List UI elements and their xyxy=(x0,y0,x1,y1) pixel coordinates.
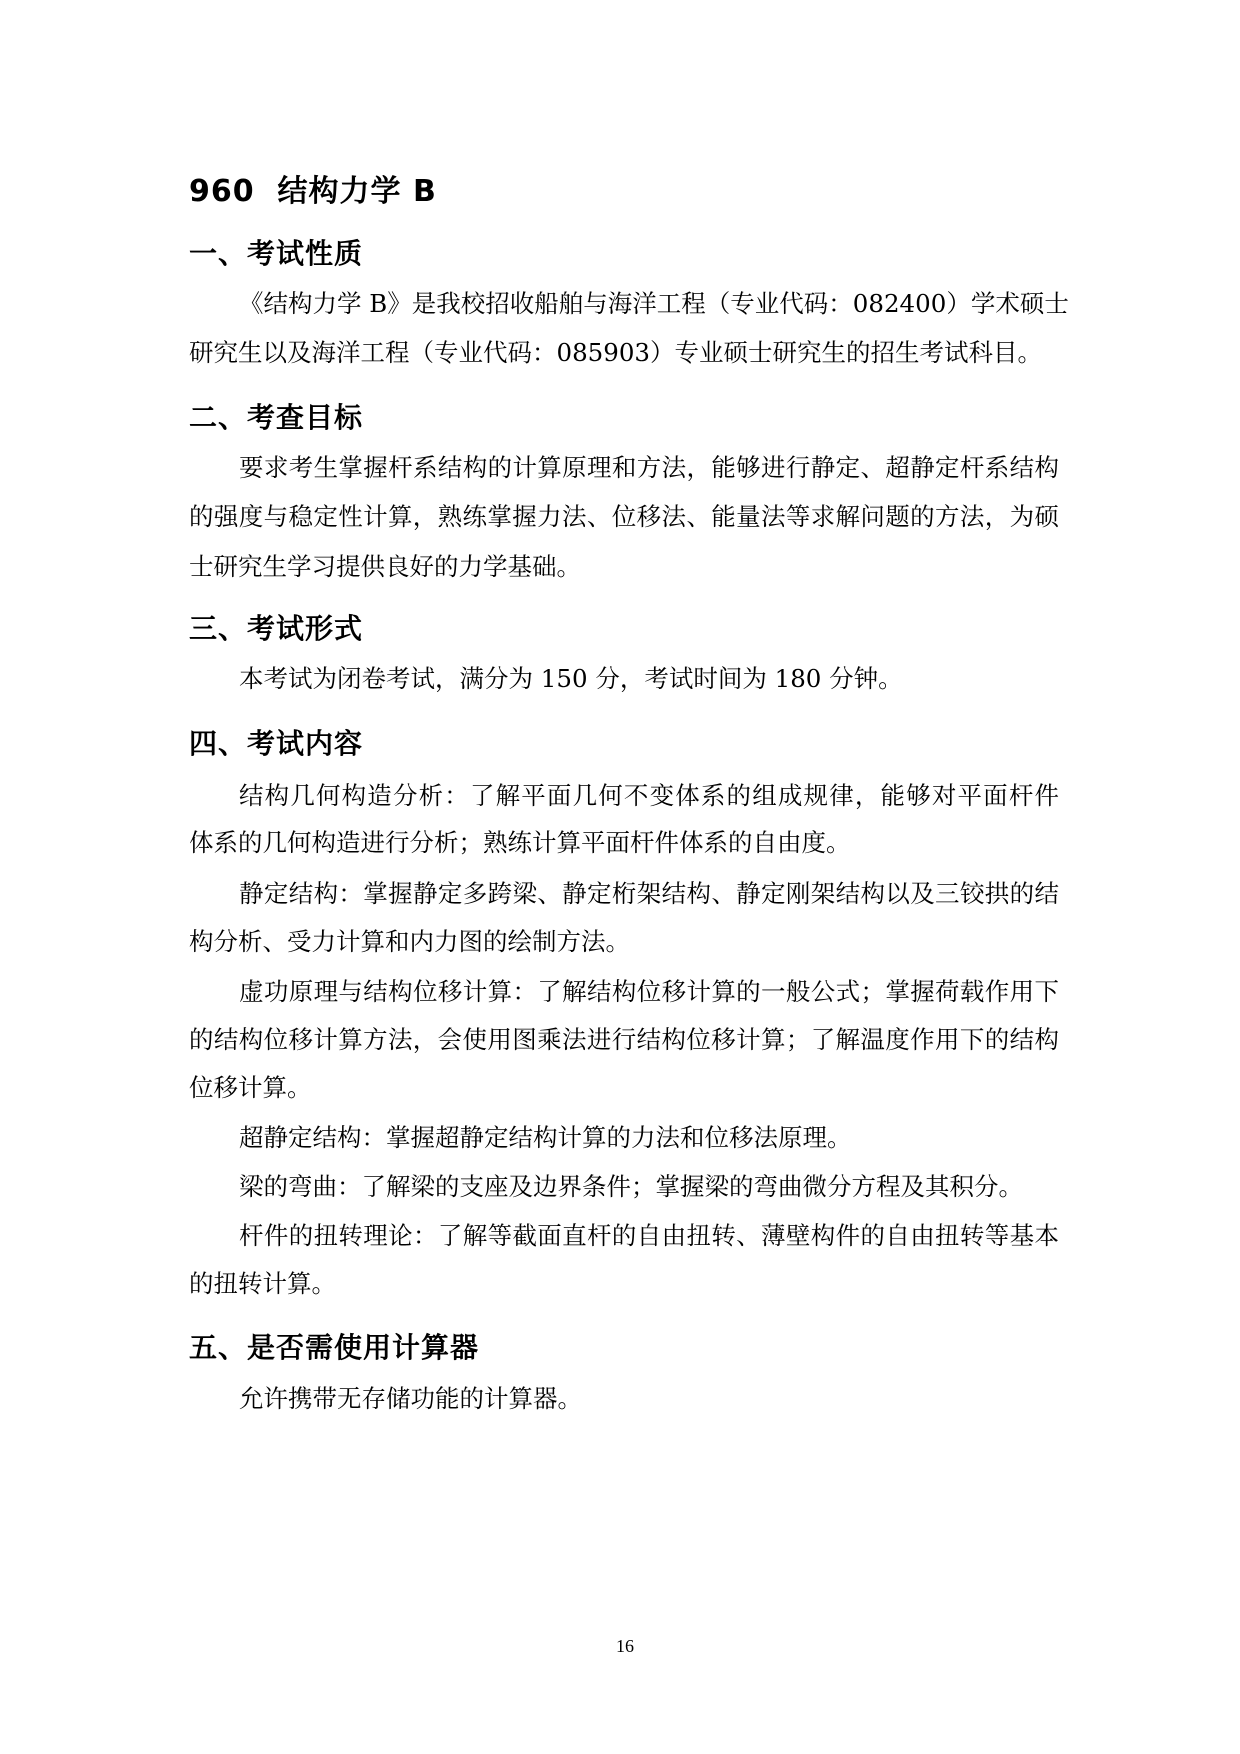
paragraph-line: 的强度与稳定性计算，熟练掌握力法、位移法、能量法等求解问题的方法，为硕 xyxy=(189,502,1059,531)
paragraph-line: 梁的弯曲：了解梁的支座及边界条件；掌握梁的弯曲微分方程及其积分。 xyxy=(239,1172,1023,1201)
paragraph-line: 体系的几何构造进行分析；熟练计算平面杆件体系的自由度。 xyxy=(189,828,851,857)
paragraph-line: 士研究生学习提供良好的力学基础。 xyxy=(189,552,581,581)
section-heading: 三、考试形式 xyxy=(189,612,364,645)
section-heading: 二、考查目标 xyxy=(189,401,364,434)
paragraph-line: 静定结构：掌握静定多跨梁、静定桁架结构、静定刚架结构以及三铰拱的结 xyxy=(239,879,1059,908)
paragraph-line: 要求考生掌握杆系结构的计算原理和方法，能够进行静定、超静定杆系结构 xyxy=(239,453,1059,482)
paragraph-line: 研究生以及海洋工程（专业代码：085903）专业硕士研究生的招生考试科目。 xyxy=(189,338,1043,367)
page-number: 16 xyxy=(616,1636,634,1656)
paragraph-line: 允许携带无存储功能的计算器。 xyxy=(239,1384,582,1413)
paragraph-line: 本考试为闭卷考试，满分为 150 分，考试时间为 180 分钟。 xyxy=(239,664,903,693)
paragraph-line: 结构几何构造分析：了解平面几何不变体系的组成规律，能够对平面杆件 xyxy=(239,781,1059,810)
paragraph-line: 《结构力学 B》是我校招收船舶与海洋工程（专业代码：082400）学术硕士 xyxy=(239,289,1069,318)
paragraph-line: 的扭转计算。 xyxy=(189,1269,336,1298)
paragraph-line: 杆件的扭转理论：了解等截面直杆的自由扭转、薄壁构件的自由扭转等基本 xyxy=(239,1221,1059,1250)
paragraph-line: 构分析、受力计算和内力图的绘制方法。 xyxy=(189,927,630,956)
page-title: 960 结构力学 B xyxy=(189,174,437,209)
section-heading: 四、考试内容 xyxy=(189,727,364,760)
paragraph-line: 虚功原理与结构位移计算：了解结构位移计算的一般公式；掌握荷载作用下 xyxy=(239,977,1059,1006)
paragraph-line: 位移计算。 xyxy=(189,1073,312,1102)
paragraph-line: 超静定结构：掌握超静定结构计算的力法和位移法原理。 xyxy=(239,1123,852,1152)
section-heading: 五、是否需使用计算器 xyxy=(189,1331,480,1364)
section-heading: 一、考试性质 xyxy=(189,237,364,270)
paragraph-line: 的结构位移计算方法，会使用图乘法进行结构位移计算；了解温度作用下的结构 xyxy=(189,1025,1059,1054)
